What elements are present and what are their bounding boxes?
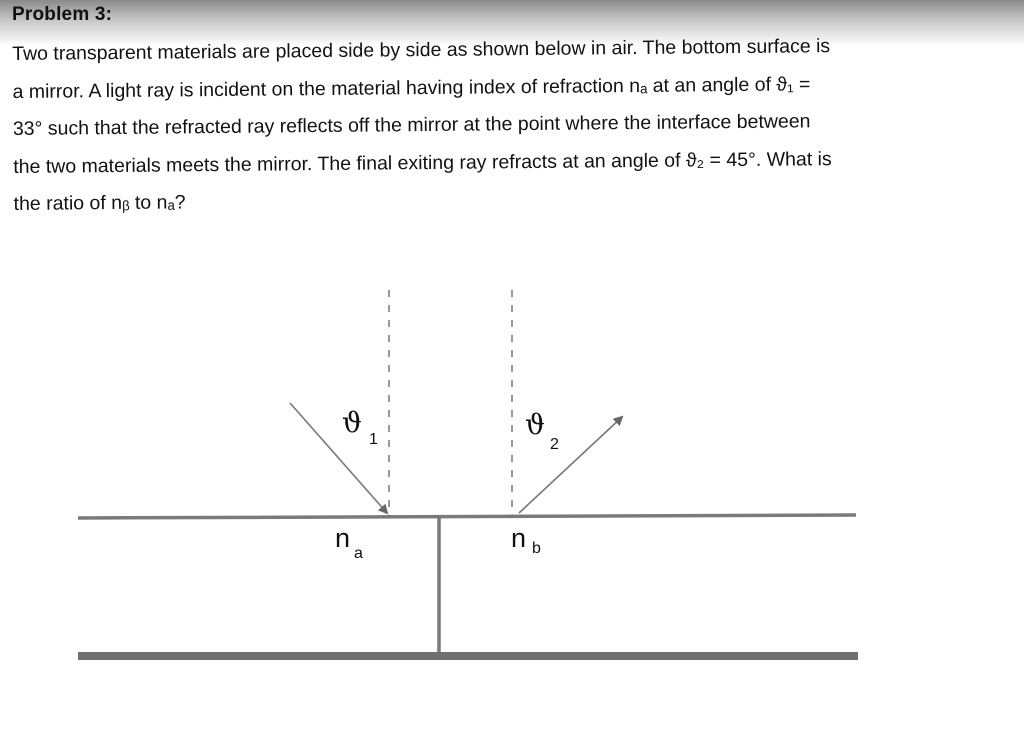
theta1-subscript: 1 [369,431,378,448]
nb-label: n [511,523,527,553]
problem-line: Two transparent materials are placed side by side as shown below in air. The bottom surface is [12,35,831,65]
problem-title: Problem 3: [12,4,113,25]
top-surface-line [78,515,856,518]
theta2-subscript: 2 [550,436,559,453]
problem-line: the ratio of nᵦ to nₐ? [13,191,186,215]
problem-line: a mirror. A light ray is incident on the material having index of refraction nₐ at an angle of ϑ₁ = [12,72,811,103]
problem-line: 33° such that the refracted ray reflects off the mirror at the point where the interface between [12,110,811,140]
incident-ray [290,403,387,513]
theta2-label: ϑ [525,408,546,441]
theta1-label: ϑ [342,406,363,439]
nb-subscript: b [532,540,541,557]
na-subscript: a [354,545,363,562]
problem-line: the two materials meets the mirror. The final exiting ray refracts at an angle of ϑ₂ = 45°. What is [13,147,832,178]
na-label: n [335,523,351,553]
